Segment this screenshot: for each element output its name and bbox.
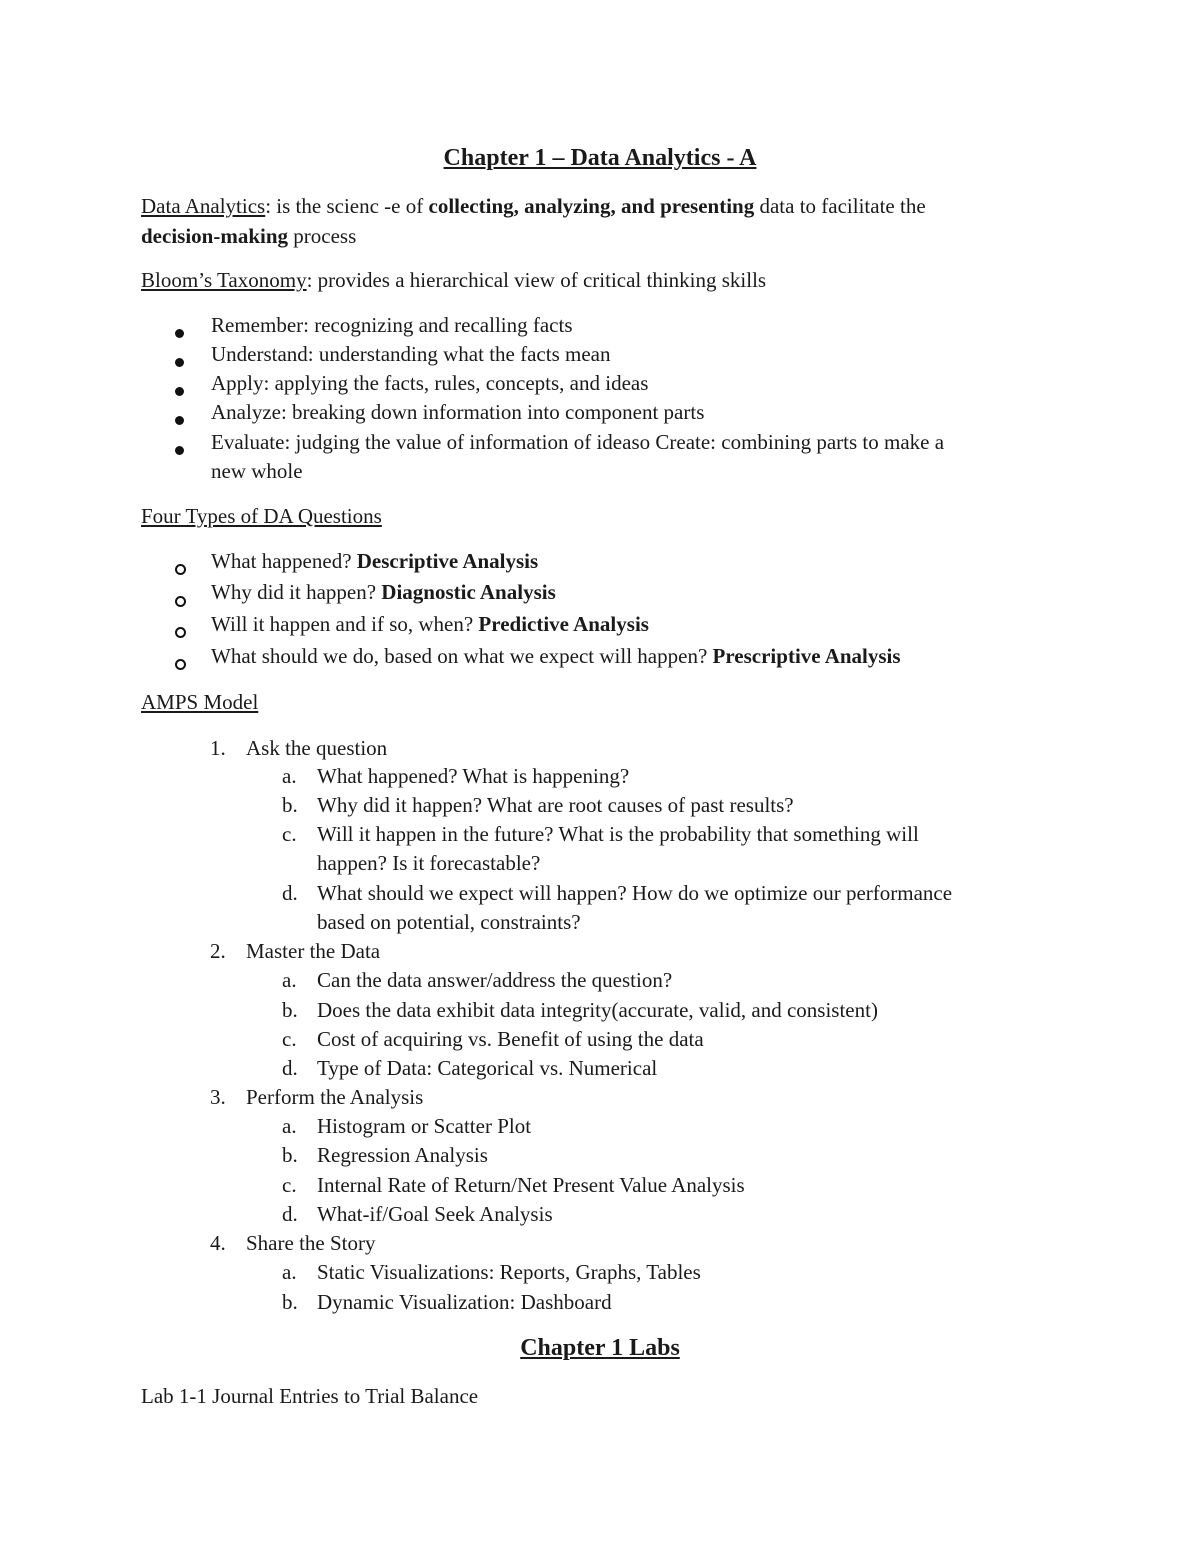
four-types-heading: Four Types of DA Questions: [141, 504, 382, 528]
sub-item: Will it happen in the future? What is the probability that something will: [317, 822, 919, 846]
bullet-icon: [175, 377, 184, 402]
sub-item: Can the data answer/address the question?: [317, 968, 673, 992]
step-label: Share the Story: [246, 1231, 376, 1255]
sub-item: Dynamic Visualization: Dashboard: [317, 1290, 612, 1314]
step-number: 3.: [210, 1085, 226, 1109]
sub-item: What should we expect will happen? How do we optimize our performance: [317, 881, 953, 905]
sub-item: Does the data exhibit data integrity(accurate, valid, and consistent): [317, 998, 878, 1022]
definition-line-2: [141, 224, 356, 249]
bullet-icon: [175, 406, 184, 431]
sub-item: Type of Data: Categorical vs. Numerical: [317, 1056, 658, 1080]
step-number: 2.: [210, 939, 226, 963]
definition-text-1: : is the scienc -e of: [265, 194, 429, 218]
chapter-title: Chapter 1 – Data Analytics - A: [443, 145, 757, 171]
sub-item: Histogram or Scatter Plot: [317, 1114, 532, 1138]
sub-letter: c.: [282, 822, 297, 846]
bloom-item: Remember: recognizing and recalling facts: [211, 313, 573, 337]
step-label: Ask the question: [246, 736, 388, 760]
sub-item-continued: happen? Is it forecastable?: [317, 851, 541, 875]
labs-title: Chapter 1 Labs: [520, 1335, 680, 1361]
bloom-desc: : provides a hierarchical view of critical thinking skills: [306, 268, 767, 292]
bullet-icon: [175, 436, 184, 461]
sub-letter: b.: [282, 1143, 298, 1167]
bloom-item-continued: new whole: [211, 459, 303, 483]
amps-heading: AMPS Model: [141, 690, 259, 714]
step-number: 1.: [210, 736, 226, 760]
sub-item: What happened? What is happening?: [317, 764, 630, 788]
sub-letter: a.: [282, 764, 297, 788]
sub-letter: a.: [282, 1260, 297, 1284]
circle-bullet-icon: [175, 619, 186, 644]
sub-item: Static Visualizations: Reports, Graphs, Tables: [317, 1260, 701, 1284]
bloom-item: Analyze: breaking down information into component parts: [211, 400, 705, 424]
question-type-item: Why did it happen? Diagnostic Analysis: [211, 580, 556, 604]
sub-letter: c.: [282, 1173, 297, 1197]
sub-letter: d.: [282, 1202, 298, 1226]
sub-item: Internal Rate of Return/Net Present Value Analysis: [317, 1173, 745, 1197]
sub-item: Cost of acquiring vs. Benefit of using the data: [317, 1027, 704, 1051]
definition-term: Data Analytics: [141, 194, 266, 218]
sub-letter: d.: [282, 1056, 298, 1080]
step-number: 4.: [210, 1231, 226, 1255]
step-label: Master the Data: [246, 939, 381, 963]
step-label: Perform the Analysis: [246, 1085, 424, 1109]
question-type-item: What happened? Descriptive Analysis: [211, 549, 539, 573]
question-type-item: What should we do, based on what we expect will happen? Prescriptive Analysis: [211, 644, 901, 668]
sub-item: Why did it happen? What are root causes of past results?: [317, 793, 794, 817]
sub-letter: b.: [282, 793, 298, 817]
circle-bullet-icon: [175, 556, 186, 581]
sub-letter: d.: [282, 881, 298, 905]
definition-bold-2: decision-making: [141, 224, 289, 248]
circle-bullet-icon: [175, 651, 186, 676]
bloom-item: Evaluate: judging the value of information of ideaso Create: combining parts to make a: [211, 430, 945, 454]
sub-item: Regression Analysis: [317, 1143, 488, 1167]
sub-letter: b.: [282, 1290, 298, 1314]
sub-letter: c.: [282, 1027, 297, 1051]
bullet-icon: [175, 348, 184, 373]
definition-bold-1: collecting, analyzing, and presenting: [428, 194, 755, 218]
sub-letter: b.: [282, 998, 298, 1022]
bullet-icon: [175, 319, 184, 344]
circle-bullet-icon: [175, 588, 186, 613]
bloom-term: Bloom’s Taxonomy: [141, 268, 307, 292]
definition-line-1: [141, 194, 926, 219]
bloom-item: Apply: applying the facts, rules, concepts, and ideas: [211, 371, 649, 395]
sub-item-continued: based on potential, constraints?: [317, 910, 581, 934]
sub-letter: a.: [282, 1114, 297, 1138]
bloom-line: [141, 268, 766, 293]
bloom-item: Understand: understanding what the facts mean: [211, 342, 611, 366]
question-type-item: Will it happen and if so, when? Predictive Analysis: [211, 612, 649, 636]
sub-item: What-if/Goal Seek Analysis: [317, 1202, 553, 1226]
sub-letter: a.: [282, 968, 297, 992]
lab-item: Lab 1-1 Journal Entries to Trial Balance: [141, 1384, 479, 1408]
definition-text-2: data to facilitate the: [754, 194, 926, 218]
definition-text-3: process: [288, 224, 357, 248]
